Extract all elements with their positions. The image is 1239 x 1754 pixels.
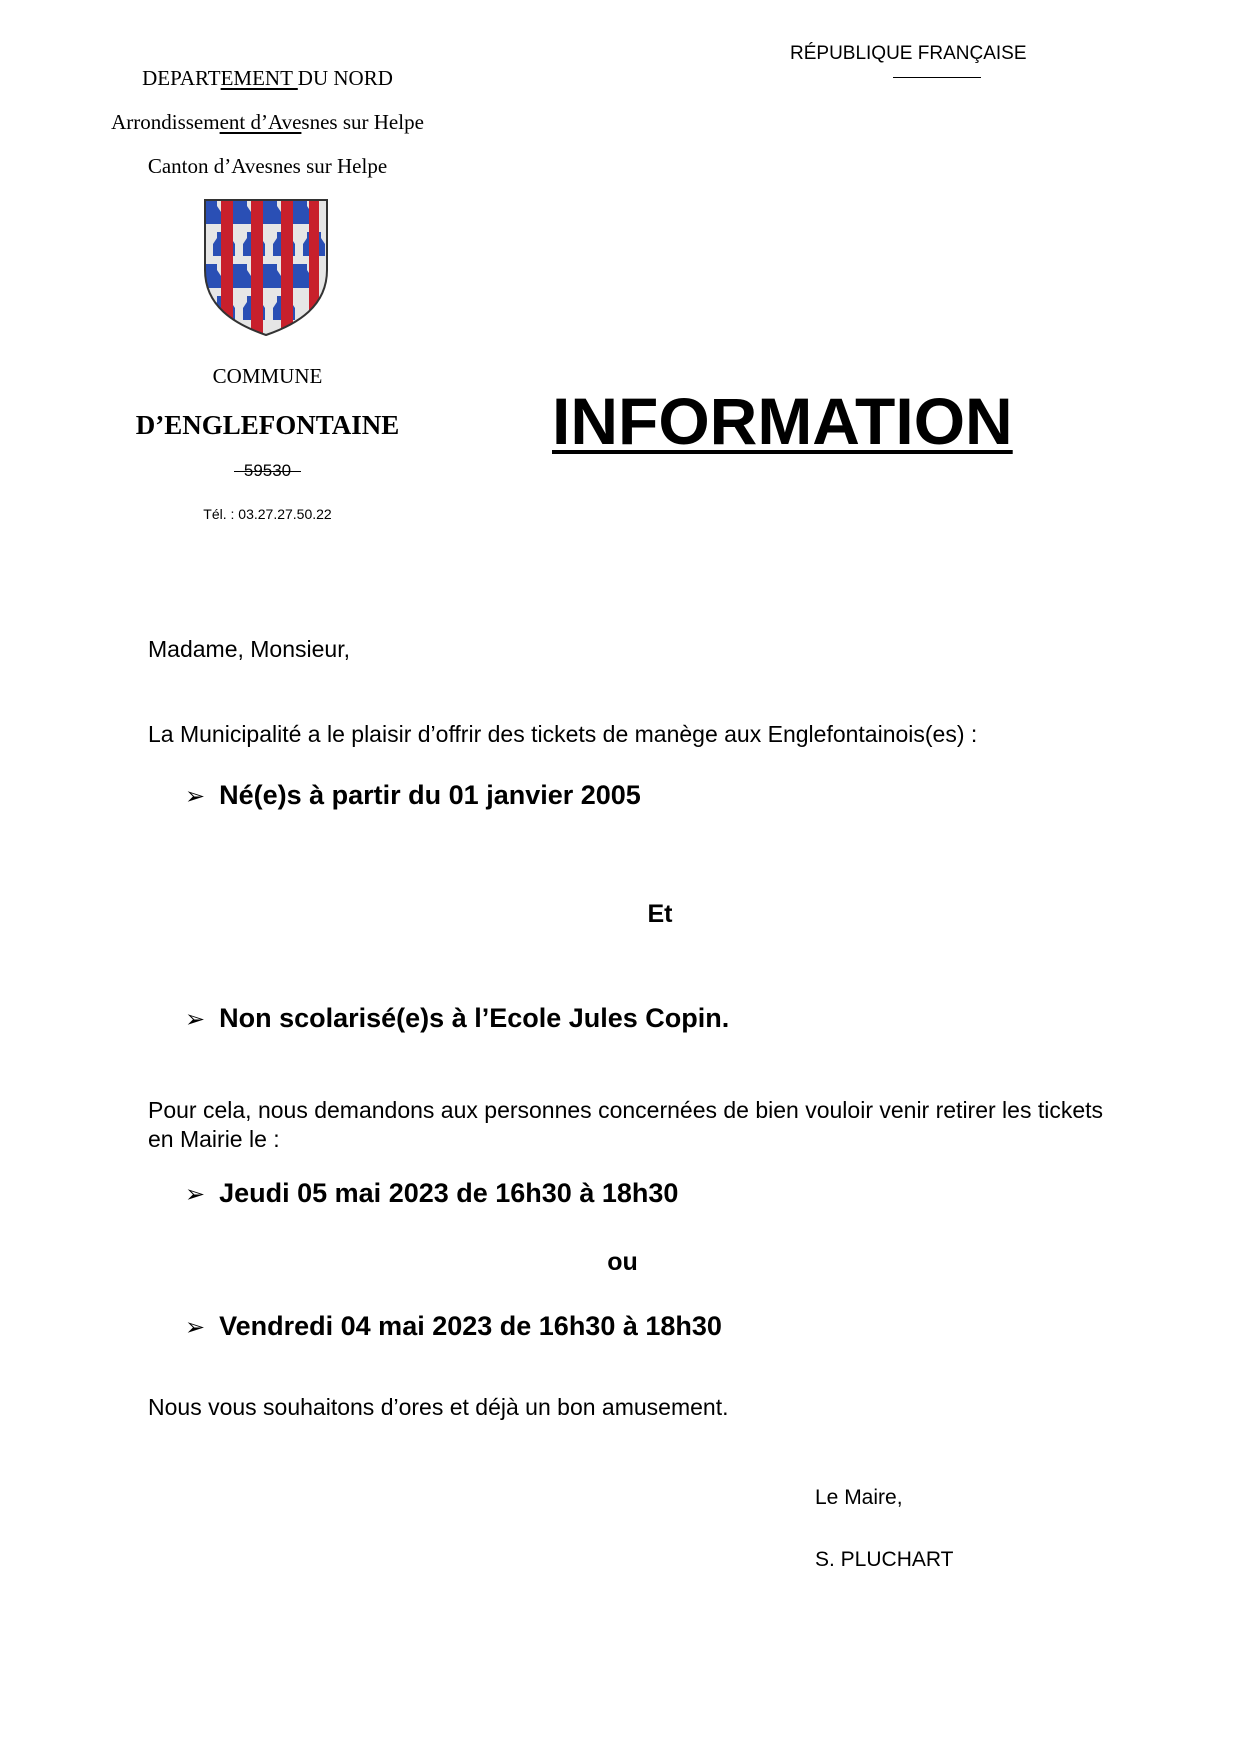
request-text: Pour cela, nous demandons aux personnes concernées de bien vouloir venir retirer les tickets en Mairie le :	[148, 1097, 1104, 1152]
republic-rule	[893, 77, 981, 78]
conjunction-or: ou	[607, 1248, 638, 1276]
closing-text: Nous vous souhaitons d’ores et déjà un bon amusement.	[148, 1394, 729, 1420]
arrondissement-line: Arrondissement d’Avesnes sur Helpe	[111, 110, 424, 134]
criteria-item: ➢ Non scolarisé(e)s à l’Ecole Jules Copin.	[185, 1003, 730, 1033]
arrow-bullet-icon: ➢	[185, 1005, 206, 1033]
coat-of-arms-icon	[203, 198, 329, 337]
signature-role: Le Maire,	[815, 1486, 903, 1509]
signature-name: S. PLUCHART	[815, 1548, 954, 1571]
canton-line: Canton d’Avesnes sur Helpe	[147, 154, 388, 178]
salutation: Madame, Monsieur,	[148, 636, 350, 662]
arrow-bullet-icon: ➢	[185, 782, 206, 810]
conjunction-and: Et	[647, 900, 673, 928]
arrow-bullet-icon: ➢	[185, 1313, 206, 1341]
commune-label: COMMUNE	[212, 364, 323, 388]
criteria-item: ➢ Né(e)s à partir du 01 janvier 2005	[185, 780, 641, 810]
postal-code: 59530	[70, 462, 465, 479]
phone-number: Tél. : 03.27.27.50.22	[203, 506, 332, 522]
republic-label: RÉPUBLIQUE FRANÇAISE	[790, 43, 1027, 64]
date-item: ➢ Vendredi 04 mai 2023 de 16h30 à 18h30	[185, 1311, 722, 1341]
page-title: INFORMATION	[552, 384, 1013, 458]
date-item: ➢ Jeudi 05 mai 2023 de 16h30 à 18h30	[185, 1178, 679, 1208]
department-line: DEPARTEMENT DU NORD	[142, 66, 393, 90]
arrow-bullet-icon: ➢	[185, 1180, 206, 1208]
intro-text: La Municipalité a le plaisir d’offrir des tickets de manège aux Englefontainois(es) :	[148, 721, 978, 747]
commune-name: D’ENGLEFONTAINE	[135, 410, 400, 440]
